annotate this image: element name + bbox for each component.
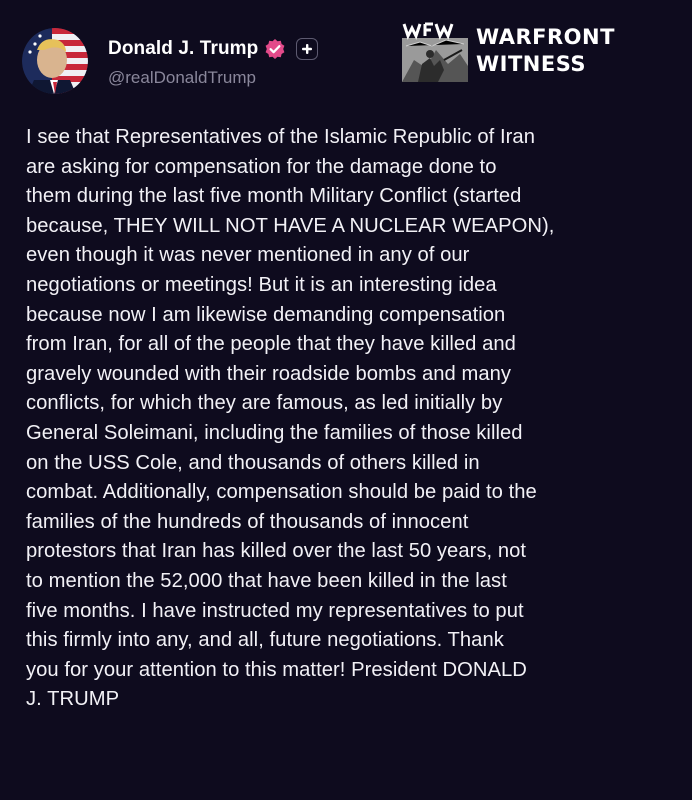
plus-badge-icon	[296, 38, 318, 60]
post-header	[22, 20, 692, 100]
author-display-name[interactable]: Donald J. Trump	[108, 38, 259, 59]
name-row	[108, 36, 318, 62]
author-handle[interactable]: @realDonaldTrump	[108, 68, 256, 87]
channel-name	[476, 24, 615, 78]
channel-name-line-1: WARFRONT	[476, 25, 615, 49]
channel-name-line-2: WITNESS	[476, 52, 587, 76]
verified-check-icon	[264, 38, 286, 60]
avatar-image	[22, 28, 88, 94]
post-body-text: I see that Representatives of the Islamic Republic of Iran are asking for compensation for the damage done to them during the last five month Military Conflict (started because, THEY WILL NOT HAVE A NUCLEAR WEAPON), even though it was never mentioned in any of our negotiations or meetings! But it is an interesting idea because now I am likewise demanding compensation from Iran, for all of the people that they have killed and gravely wounded with their roadside bombs and many conflicts, for which they are famous, as led initially by General Soleimani, including the families of those killed on the USS Cole, and thousands of others killed in combat. Additionally, compensation should be paid to the families of the hundreds of thousands of innocent protestors that Iran has killed over the last 50 years, not to mention the 52,000 that have been killed in the last five months. I have instructed my representatives to put this firmly into any, and all, future negotiations. Thank you for your attention to this matter! President DONALD J. TRUMP	[26, 126, 555, 711]
warfront-witness-logo	[400, 20, 470, 82]
author-identity	[108, 36, 318, 88]
avatar[interactable]	[22, 28, 88, 94]
